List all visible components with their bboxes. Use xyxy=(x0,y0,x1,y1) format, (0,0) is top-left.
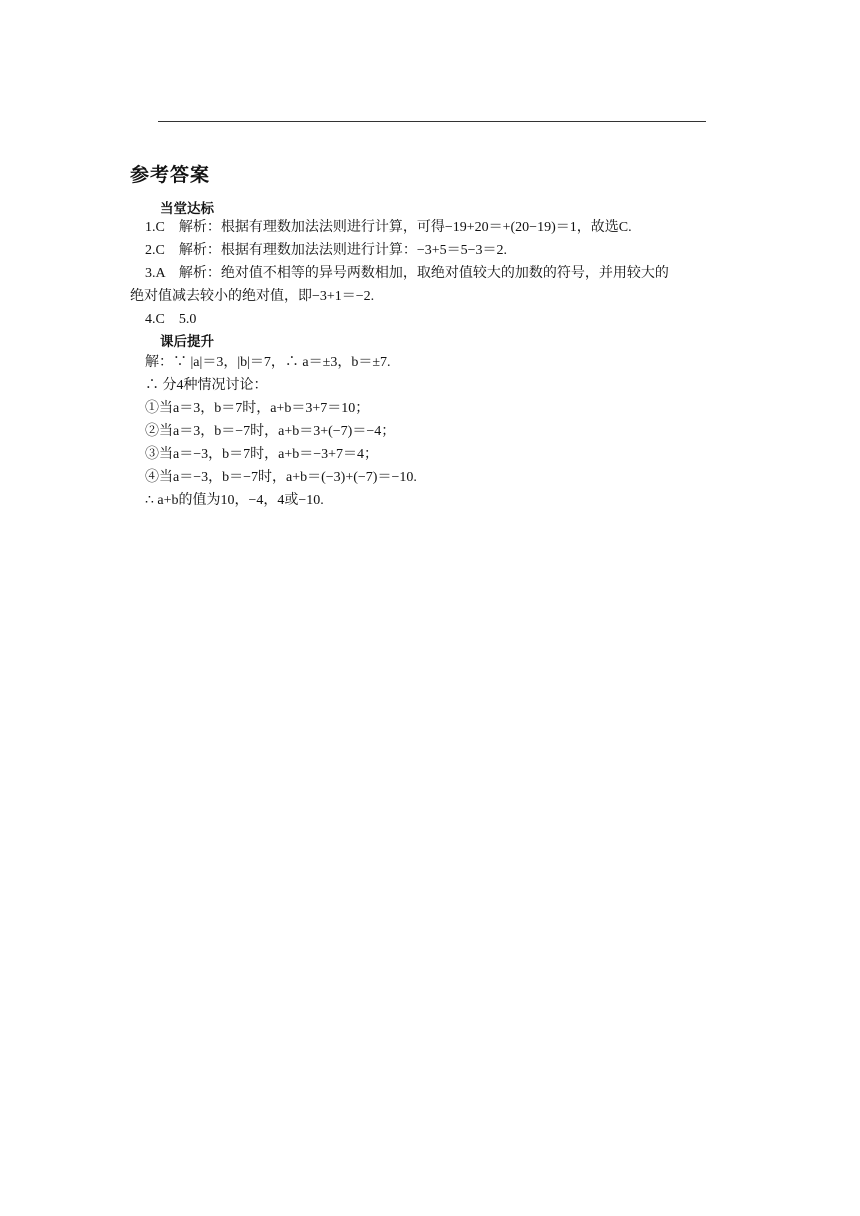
answer-line-3: 3.A 解析：绝对值不相等的异号两数相加，取绝对值较大的加数的符号，并用较大的 xyxy=(145,266,669,281)
solution-case-1: ①当a＝3，b＝7时，a+b＝3+7＝10； xyxy=(145,401,370,416)
solution-line-2: ∴ 分4种情况讨论： xyxy=(145,378,268,393)
solution-case-2: ②当a＝3，b＝−7时，a+b＝3+(−7)＝−4； xyxy=(145,424,396,439)
answer-line-2: 2.C 解析：根据有理数加法法则进行计算：−3+5＝5−3＝2. xyxy=(145,243,508,258)
solution-case-4: ④当a＝−3，b＝−7时，a+b＝(−3)+(−7)＝−10. xyxy=(145,470,417,485)
page-title: 参考答案 xyxy=(130,164,211,186)
solution-case-3: ③当a＝−3，b＝7时，a+b＝−3+7＝4； xyxy=(145,447,379,462)
solution-line-1: 解：∵ |a|＝3，|b|＝7，∴ a＝±3，b＝±7. xyxy=(145,355,391,370)
answer-line-1: 1.C 解析：根据有理数加法法则进行计算，可得−19+20＝+(20−19)＝1，故选C. xyxy=(145,220,632,235)
section-heading-after-class: 课后提升 xyxy=(160,334,214,350)
answer-line-3-continued: 绝对值减去较小的绝对值，即−3+1＝−2. xyxy=(130,289,375,304)
answer-line-4-5: 4.C 5.0 xyxy=(145,312,197,327)
section-heading-class-practice: 当堂达标 xyxy=(160,201,214,217)
solution-conclusion: ∴ a+b的值为10，−4，4或−10. xyxy=(145,493,324,508)
top-divider xyxy=(158,121,706,122)
